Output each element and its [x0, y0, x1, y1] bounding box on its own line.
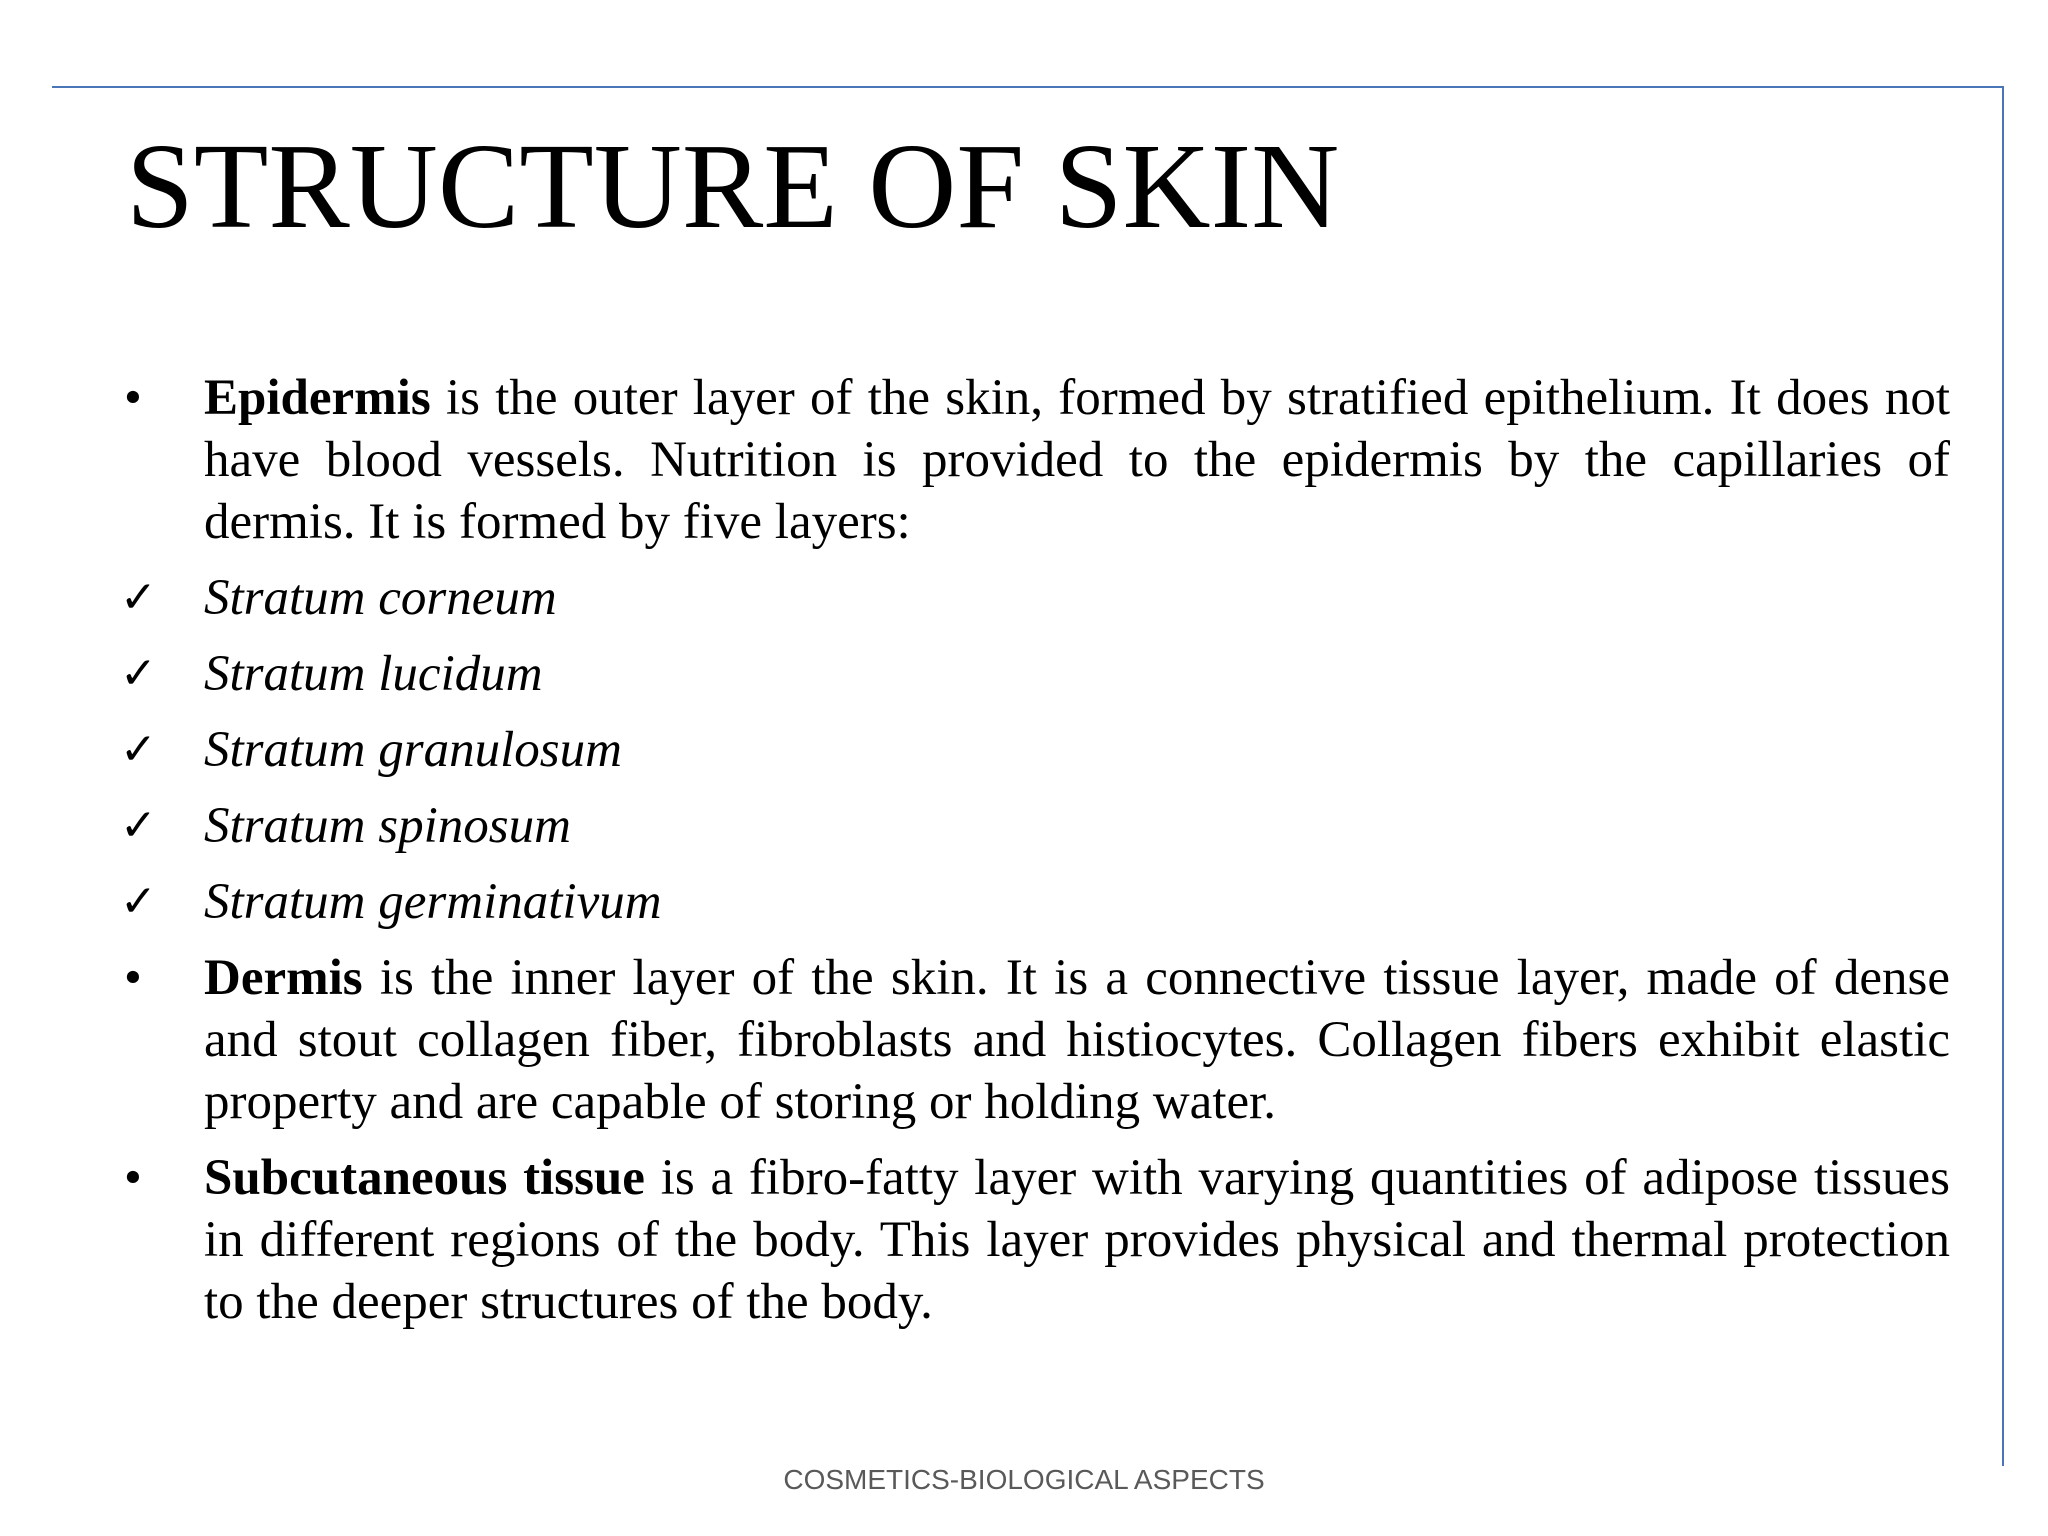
description-epidermis: is the outer layer of the skin, formed by stratified epithelium. It does not have blood vessels. Nutrition is provided to the epidermis by the capillaries of dermis. It is formed by five layers: [204, 370, 1950, 550]
checkmark-icon: ✓ [120, 800, 157, 851]
slide-title: STRUCTURE OF SKIN [126, 119, 1340, 254]
checkmark-icon: ✓ [120, 724, 157, 775]
bullet-text [204, 947, 1950, 1133]
slide-content [120, 367, 1950, 1333]
bullet-icon: • [124, 1150, 142, 1206]
check-item-stratum-lucidum [120, 643, 1950, 705]
bullet-subcutaneous-tissue [120, 1147, 1950, 1333]
term-epidermis: Epidermis [204, 370, 431, 426]
check-item-stratum-germinativum [120, 871, 1950, 933]
check-item-label: Stratum corneum [204, 570, 557, 626]
slide-footer: COSMETICS-BIOLOGICAL ASPECTS [783, 1464, 1265, 1495]
frame-right-line [2002, 86, 2004, 1466]
checkmark-icon: ✓ [120, 572, 157, 623]
bullet-text [204, 1147, 1950, 1333]
bullet-icon: • [124, 370, 142, 426]
check-item-stratum-corneum [120, 567, 1950, 629]
checkmark-icon: ✓ [120, 876, 157, 927]
check-item-label: Stratum lucidum [204, 646, 543, 702]
check-item-stratum-granulosum [120, 719, 1950, 781]
term-subcutaneous-tissue: Subcutaneous tissue [204, 1150, 645, 1206]
check-item-stratum-spinosum [120, 795, 1950, 857]
bullet-dermis [120, 947, 1950, 1133]
description-dermis: is the inner layer of the skin. It is a connective tissue layer, made of dense and stout collagen fiber, fibroblasts and histiocytes. Collagen fibers exhibit elastic property and are capable of storing or holding water. [204, 950, 1950, 1130]
bullet-icon: • [124, 950, 142, 1006]
frame-top-line [52, 86, 2004, 88]
bullet-text [204, 367, 1950, 553]
bullet-epidermis [120, 367, 1950, 553]
checkmark-icon: ✓ [120, 648, 157, 699]
term-dermis: Dermis [204, 950, 363, 1006]
check-item-label: Stratum spinosum [204, 798, 571, 854]
check-item-label: Stratum germinativum [204, 874, 662, 930]
description-subcutaneous-tissue: is a fibro-fatty layer with varying quantities of adipose tissues in different regions of the body. This layer provides physical and thermal protection to the deeper structures of the body. [204, 1150, 1950, 1330]
check-item-label: Stratum granulosum [204, 722, 622, 778]
